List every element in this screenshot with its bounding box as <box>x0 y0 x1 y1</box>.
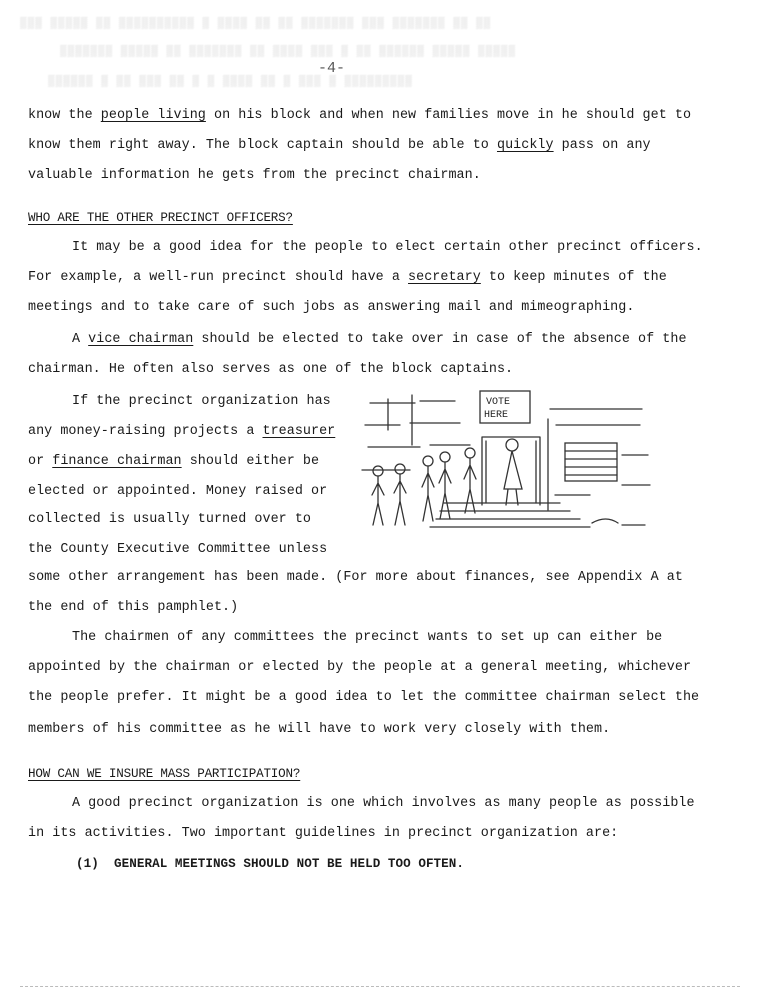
bleed-through-text: ▒▒▒ ▒▒▒▒▒ ▒▒ ▒▒▒▒▒▒▒▒▒▒ ▒ ▒▒▒▒ ▒▒ ▒▒ ▒▒▒▒▒▒▒ ▒▒▒ ▒▒▒▒▒▒▒ ▒▒ ▒▒ <box>20 18 492 30</box>
paragraph-1-line-2: know them right away. The block captain should be able to quickly pass on any <box>28 138 651 153</box>
polling-place-illustration <box>360 385 652 545</box>
paragraph-5-line-2: appointed by the chairman or elected by the people at a general meeting, whichever <box>28 660 692 675</box>
paragraph-6-line-1: A good precinct organization is one which involves as many people as possible <box>72 796 695 811</box>
paragraph-4-line-5: collected is usually turned over to <box>28 512 311 527</box>
paragraph-2-line-3: meetings and to take care of such jobs as answering mail and mimeographing. <box>28 300 635 315</box>
bottom-scan-edge <box>20 986 740 987</box>
paragraph-4-line-8: the end of this pamphlet.) <box>28 600 239 615</box>
paragraph-3-line-2: chairman. He often also serves as one of the block captains. <box>28 362 514 377</box>
paragraph-4-line-1: If the precinct organization has <box>72 394 331 409</box>
paragraph-4-line-7: some other arrangement has been made. (For more about finances, see Appendix A at <box>28 570 683 585</box>
paragraph-6-line-2: in its activities. Two important guidelines in precinct organization are: <box>28 826 619 841</box>
paragraph-1-line-3: valuable information he gets from the precinct chairman. <box>28 168 481 183</box>
paragraph-5-line-3: the people prefer. It might be a good idea to let the committee chairman select the <box>28 690 700 705</box>
paragraph-2-line-1: It may be a good idea for the people to elect certain other precinct officers. <box>72 240 703 255</box>
paragraph-4-line-3: or finance chairman should either be <box>28 454 320 469</box>
paragraph-4-line-4: elected or appointed. Money raised or <box>28 484 328 499</box>
bleed-through-text: ▒▒▒▒▒▒ ▒ ▒▒ ▒▒▒ ▒▒ ▒ ▒ ▒▒▒▒ ▒▒ ▒ ▒▒▒ ▒ ▒▒▒▒▒▒▒▒▒ <box>48 76 413 88</box>
list-item-text: GENERAL MEETINGS SHOULD NOT BE HELD TOO OFTEN. <box>114 857 464 871</box>
paragraph-3-line-1: A vice chairman should be elected to take over in case of the absence of the <box>72 332 687 347</box>
paragraph-4-line-6: the County Executive Committee unless <box>28 542 328 557</box>
bleed-through-text: ▒▒▒▒▒▒▒ ▒▒▒▒▒ ▒▒ ▒▒▒▒▒▒▒ ▒▒ ▒▒▒▒ ▒▒▒ ▒ ▒▒ ▒▒▒▒▒▒ ▒▒▒▒▒ ▒▒▒▒▒ <box>60 46 517 58</box>
paragraph-2-line-2: For example, a well-run precinct should have a secretary to keep minutes of the <box>28 270 667 285</box>
paragraph-5-line-4: members of his committee as he will have to work very closely with them. <box>28 722 611 737</box>
paragraph-4-line-2: any money-raising projects a treasurer <box>28 424 336 439</box>
sign-text-line-1: VOTE <box>486 397 511 408</box>
paragraph-1-line-1: know the people living on his block and when new families move in he should get to <box>28 108 692 123</box>
section-heading-mass-participation: HOW CAN WE INSURE MASS PARTICIPATION? <box>28 767 301 781</box>
paragraph-5-line-1: The chairmen of any committees the precinct wants to set up can either be <box>72 630 663 645</box>
sign-text-line-2: HERE <box>484 410 509 421</box>
section-heading-other-officers: WHO ARE THE OTHER PRECINCT OFFICERS? <box>28 211 293 225</box>
list-item-number: (1) <box>76 857 99 871</box>
guideline-list-item-1 <box>76 856 464 872</box>
page-number: -4- <box>318 60 346 77</box>
